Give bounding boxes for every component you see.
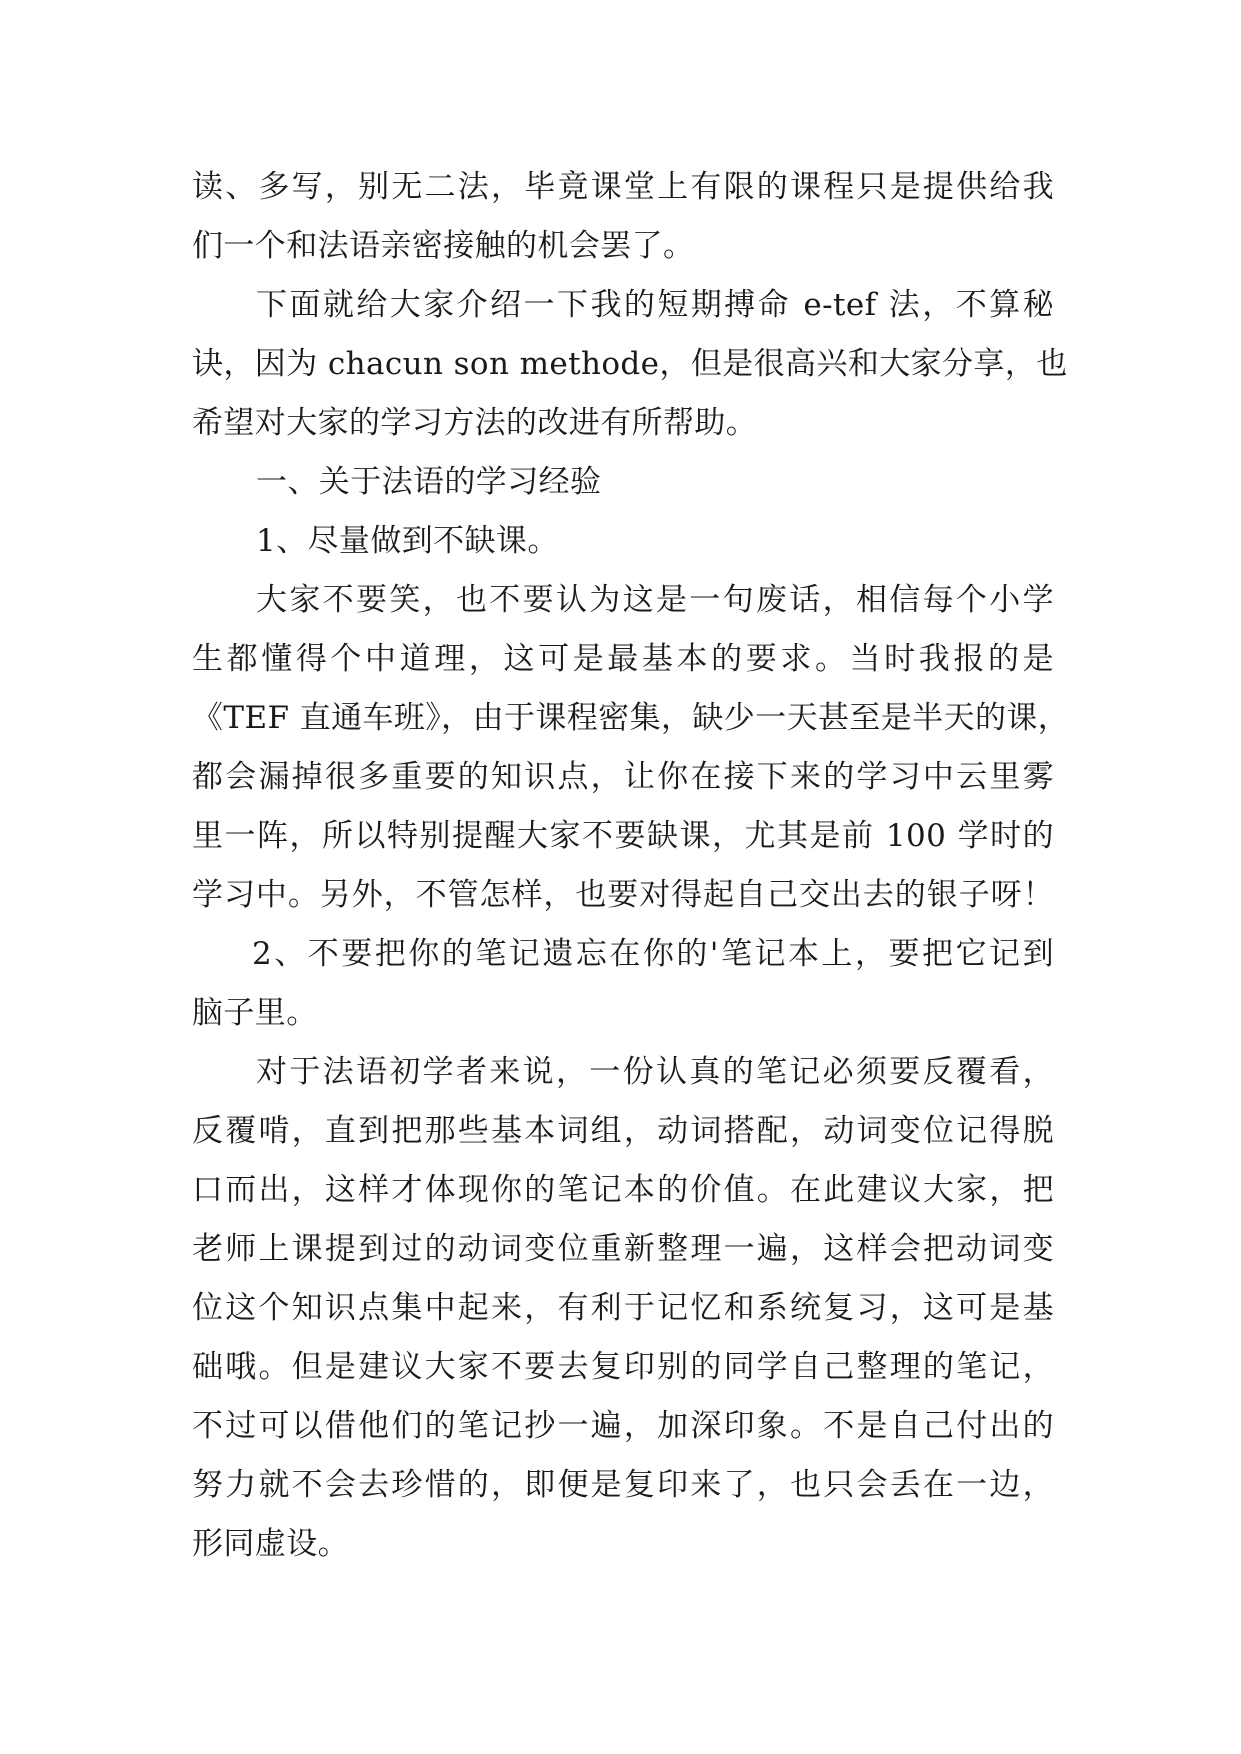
section-heading: 一、关于法语的学习经验: [256, 464, 602, 500]
body-text: [192, 158, 1070, 1574]
text-line: 对于法语初学者来说，一份认真的笔记必须要反覆看，: [256, 1054, 1054, 1090]
text-line: 《TEF 直通车班》，由于课程密集，缺少一天甚至是半天的课，: [192, 700, 1070, 736]
text-line: 努力就不会去珍惜的，即便是复印来了，也只会丢在一边，: [192, 1467, 1054, 1503]
text-line: 们一个和法语亲密接触的机会罢了。: [192, 228, 695, 264]
text-line: 脑子里。: [192, 995, 318, 1031]
text-line: 下面就给大家介绍一下我的短期搏命 e-tef 法，不算秘: [256, 287, 1054, 323]
text-line: 位这个知识点集中起来，有利于记忆和系统复习，这可是基: [192, 1290, 1054, 1326]
text-line: 生都懂得个中道理，这可是最基本的要求。当时我报的是: [192, 641, 1054, 677]
subsection-heading: 1、尽量做到不缺课。: [256, 523, 559, 559]
text-line: 大家不要笑，也不要认为这是一句废话，相信每个小学: [256, 582, 1054, 618]
text-line: 础哦。但是建议大家不要去复印别的同学自己整理的笔记，: [192, 1349, 1054, 1385]
text-line: 口而出，这样才体现你的笔记本的价值。在此建议大家，把: [192, 1172, 1054, 1208]
text-line: 学习中。另外，不管怎样，也要对得起自己交出去的银子呀！: [192, 877, 1054, 913]
text-line: 读、多写，别无二法，毕竟课堂上有限的课程只是提供给我: [192, 169, 1054, 205]
text-line: 希望对大家的学习方法的改进有所帮助。: [192, 405, 758, 441]
text-line: 形同虚设。: [192, 1526, 349, 1562]
text-line: 里一阵，所以特别提醒大家不要缺课，尤其是前 100 学时的: [192, 818, 1054, 854]
text-line: 老师上课提到过的动词变位重新整理一遍，这样会把动词变: [192, 1231, 1054, 1267]
text-line: 不过可以借他们的笔记抄一遍，加深印象。不是自己付出的: [192, 1408, 1054, 1444]
text-line: 诀，因为 chacun son methode，但是很高兴和大家分享，也: [192, 346, 1068, 382]
text-line: 都会漏掉很多重要的知识点，让你在接下来的学习中云里雾: [192, 759, 1054, 795]
text-line: 反覆啃，直到把那些基本词组，动词搭配，动词变位记得脱: [192, 1113, 1054, 1149]
subsection-heading: 2、不要把你的笔记遗忘在你的'笔记本上，要把它记到: [252, 936, 1054, 972]
